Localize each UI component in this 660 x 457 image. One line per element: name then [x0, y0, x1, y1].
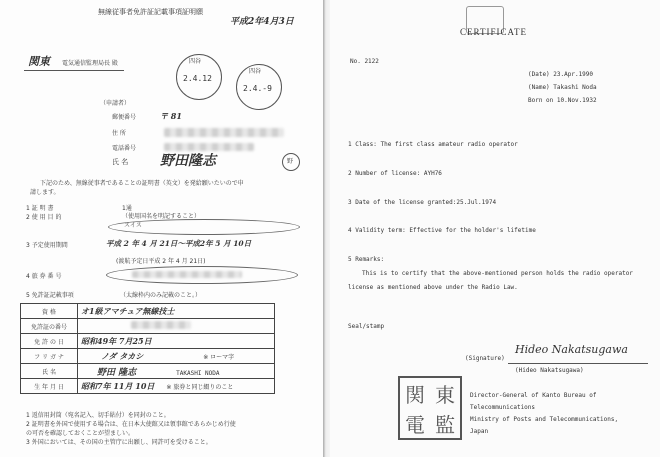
table-row — [21, 349, 275, 364]
postal-label: 郵便番号 — [112, 114, 137, 121]
license-details-table — [20, 303, 275, 394]
item1-value: 1通 — [122, 205, 132, 212]
name-value: 野田 隆志 — [97, 367, 137, 378]
item3-note: (渡航予定日平成 2 年 4 月 21日) — [116, 258, 206, 265]
remarks-text-2: license as mentioned above under the Radio Law. — [348, 284, 518, 291]
item5-label: 5 免許証記載事項 — [26, 292, 74, 299]
table-header: 資 格 — [21, 304, 78, 319]
furigana-value: ノダ タカシ — [101, 350, 144, 361]
table-value: 昭和49年 7月25日 — [78, 334, 275, 349]
item4-label: 4 旅 券 番 号 — [26, 273, 62, 280]
applicant-name-handwritten: 野田隆志 — [160, 153, 216, 169]
footnote-1: 1 返信用封筒（宛名記入、切手貼付）を同封のこと。 — [26, 412, 170, 419]
footnote-2: 2 証明書を外国で使用する場合は、在日本大使館又は領事館であらかじめ行使 — [26, 421, 236, 428]
certificate-title: CERTIFICATE — [460, 27, 527, 37]
footnote-3: の可否を確認しておくことが望ましい。 — [26, 430, 135, 437]
table-header: フ リ ガ ナ — [21, 349, 78, 364]
birthdate-value: 昭和7年 11月 10日 — [81, 380, 155, 391]
official-seal-char: 監 — [435, 412, 455, 437]
license-date-line: 3 Date of the license granted:25.Jul.1974 — [348, 199, 497, 206]
applicant-heading: （申請者） — [100, 100, 131, 107]
official-seal-char: 東 — [435, 382, 455, 407]
address-label: 住 所 — [112, 130, 126, 137]
table-header: 生 年 月 日 — [21, 379, 78, 394]
request-line-2: 請します。 — [30, 189, 60, 196]
official-title-1: Director-General of Kanto Bureau of — [470, 392, 597, 399]
postmark-stamp-1 — [176, 54, 222, 100]
phone-redacted — [164, 143, 254, 151]
remarks-text-1: This is to certify that the above-mentioned person holds the radio operator — [362, 270, 633, 277]
birthdate-note: ※ 旅券と同じ綴りのこと — [166, 383, 234, 391]
remarks-label: 5 Remarks: — [348, 256, 385, 263]
passport-redacted — [132, 271, 242, 278]
table-value — [78, 364, 275, 379]
official-seal-char: 関 — [405, 382, 425, 407]
table-row — [21, 319, 275, 334]
personal-seal-char: 野 — [287, 158, 294, 165]
stamp-2-date: 2.4.-9 — [243, 84, 272, 93]
holder-name: (Name) Takashi Noda — [528, 84, 597, 91]
holder-birthdate: Born on 10.Nov.1932 — [528, 97, 597, 104]
furigana-note: ※ ローマ字 — [203, 353, 235, 361]
table-value — [78, 379, 275, 394]
official-seal-char: 電 — [405, 412, 425, 437]
personal-seal — [282, 153, 300, 171]
page-gutter — [323, 0, 330, 457]
official-title-4: Japan — [470, 428, 489, 435]
table-row — [21, 364, 275, 379]
postal-value: 〒 81 — [160, 111, 182, 121]
japanese-application-page — [0, 0, 323, 457]
item5-note: （太線枠内のみ記載のこと。） — [120, 292, 202, 299]
item2-value: スイス — [124, 222, 142, 229]
item2-label: 2 使 用 目 的 — [26, 214, 62, 221]
certificate-number: No. 2122 — [350, 58, 379, 65]
addressee: 電気通信監理局長 殿 — [62, 60, 118, 67]
seal-stamp-label: Seal/stamp — [348, 323, 385, 330]
stamp-2-top: 四谷 — [249, 68, 262, 75]
class-line: 1 Class: The first class amateur radio operator — [348, 141, 518, 148]
name-romaji: TAKASHI NODA — [176, 369, 220, 377]
official-title-3: Ministry of Posts and Telecommunications, — [470, 416, 619, 423]
phone-label: 電話番号 — [112, 145, 137, 152]
postmark-stamp-2 — [236, 64, 282, 110]
validity-line: 4 Validity term: Effective for the holder's lifetime — [348, 227, 536, 234]
certificate-date: (Date) 23.Apr.1990 — [528, 71, 594, 78]
footnote-4: 3 外国においては、その国の主管庁に出願し、同許可を受けること。 — [26, 439, 212, 446]
signature-label: (Signature) — [465, 355, 505, 362]
addressee-underline — [24, 70, 124, 71]
request-line-1: 下記のため、無線従事者であることの証明書（英文）を発給願いたいので申 — [40, 180, 244, 187]
signature: Hideo Nakatsugawa — [515, 343, 628, 356]
application-date: 平成2年4月3日 — [230, 17, 294, 27]
name-label: 氏 名 — [112, 158, 129, 166]
license-number-line: 2 Number of license: AYH76 — [348, 170, 442, 177]
table-row — [21, 304, 275, 319]
table-header: 免許証の番号 — [21, 319, 78, 334]
table-header: 免 許 の 日 — [21, 334, 78, 349]
printed-signer-name: (Hideo Nakatsugawa) — [515, 367, 584, 374]
application-title: 無線従事者免許証記載事項証明願 — [98, 8, 203, 16]
address-redacted — [164, 128, 284, 137]
item2-note: （使用国名を明記すること） — [122, 213, 201, 220]
item1-label: 1 証 明 書 — [26, 205, 54, 212]
addressee-handwritten: 関東 — [28, 55, 50, 68]
table-row — [21, 334, 275, 349]
item3-value: 平成 2 年 4 月 21日～平成2年 5 月 10日 — [106, 239, 252, 248]
item3-label: 3 予定使用期間 — [26, 242, 68, 249]
stamp-1-top: 四谷 — [189, 58, 202, 65]
signature-line — [508, 363, 648, 364]
stamp-1-date: 2.4.12 — [183, 74, 212, 83]
license-number-redacted — [131, 321, 191, 329]
official-title-2: Telecommunications — [470, 404, 536, 411]
table-value: オ1級アマチュア無線技士 — [78, 304, 275, 319]
table-value — [78, 349, 275, 364]
table-header: 氏 名 — [21, 364, 78, 379]
table-row — [21, 379, 275, 394]
official-seal — [398, 376, 462, 440]
table-value — [78, 319, 275, 334]
